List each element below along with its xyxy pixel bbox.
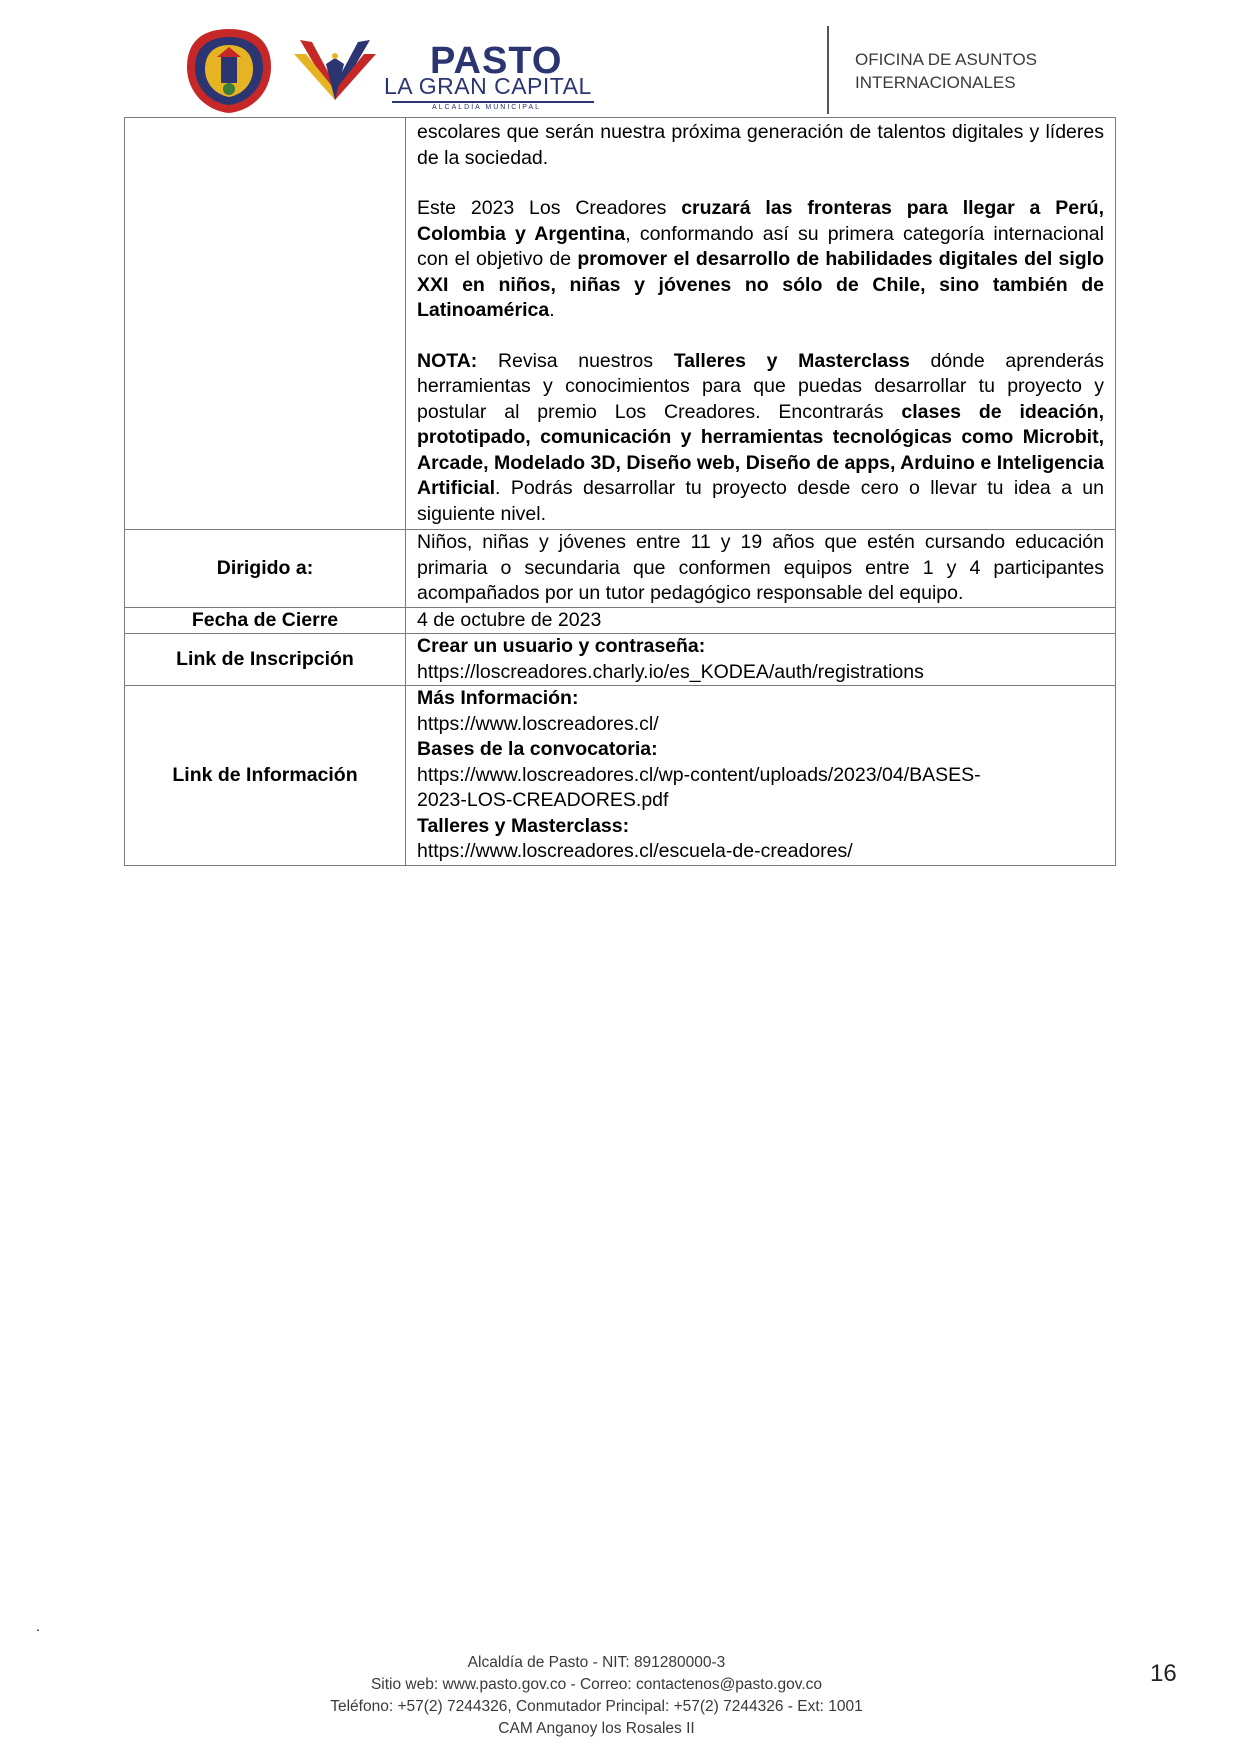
stray-dot: . [36,1618,40,1634]
info-heading-bases: Bases de la convocatoria: [417,738,658,760]
page-footer [0,1652,1241,1740]
office-line-1: OFICINA DE ASUNTOS [855,50,1038,69]
footer-line-3: Teléfono: +57(2) 7244326, Conmutador Principal: +57(2) 7244326 - Ext: 1001 [330,1698,863,1715]
info-link-main[interactable]: https://www.loscreadores.cl/ [417,712,659,735]
footer-line-1: Alcaldía de Pasto - NIT: 891280000-3 [467,1654,726,1671]
table-row-description [125,118,1116,530]
text-run: , conformando así su primera categoría internacional con el objetivo de [417,222,1104,270]
row-label-fecha: Fecha de Cierre [125,607,406,634]
header-divider [827,26,829,114]
link-part: 2023-LOS-CREADORES.pdf [417,789,669,811]
text-run: Este 2023 Los Creadores [417,197,682,219]
inscripcion-link[interactable]: https://loscreadores.charly.io/es_KODEA/auth/registrations [417,660,924,683]
row-label-empty [125,118,406,530]
call-info-table [124,117,1116,866]
footer-line-4: CAM Anganoy los Rosales II [498,1720,695,1737]
brand-small-caption: ALCALDÍA MUNICIPAL [432,104,542,111]
row-value-inscripcion [406,634,1116,686]
info-heading-talleres: Talleres y Masterclass: [417,814,630,837]
row-label-dirigido: Dirigido a: [125,530,406,608]
bold-text-run: cruzará las fronteras para llegar a Perú, Colombia y Argentina [417,197,1104,245]
text-run: dónde aprenderás herramientas y conocimientos para que puedas desarrollar tu proyecto y postular al premio Los Creadores. Encontrarás [417,349,1105,423]
description-paragraph-2 [417,196,1104,324]
bold-text-run: clases de ideación, prototipado, comunicación y herramientas tecnológicas como Microbit, Arcade, Modelado 3D, Diseño web, Diseño de apps, Arduino e Inteligencia Artificial [417,400,1104,499]
table-row-fecha [125,607,1116,634]
bold-text-run: promover el desarrollo de habilidades digitales del siglo XXI en niños, niñas y jóvenes no sólo de Chile, sino también de Latinoamérica [417,248,1104,321]
description-paragraph-3 [417,349,1104,528]
table-row-informacion [125,686,1116,866]
table-row-inscripcion [125,634,1116,686]
page-number: 16 [1150,1660,1177,1687]
info-heading-mas: Más Información: [417,687,579,709]
office-line-2: INTERNACIONALES [855,73,1016,92]
footer-line-2: Sitio web: www.pasto.gov.co - Correo: contactenos@pasto.gov.co [370,1676,823,1693]
brand-title: PASTO [430,40,563,82]
table-row-dirigido [125,530,1116,608]
text-run: . [549,299,555,321]
row-label-inscripcion: Link de Inscripción [125,634,406,686]
note-label: NOTA: [417,349,478,372]
row-value-dirigido: Niños, niñas y jóvenes entre 11 y 19 años que estén cursando educación primaria o secundaria que conformen equipos entre 1 y 4 participantes acompañados por un tutor pedagógico responsable del equipo. [406,530,1116,608]
office-name [855,48,1037,94]
pasto-bird-logo-icon [290,30,380,110]
inscripcion-heading: Crear un usuario y contraseña: [417,635,706,657]
description-paragraph-1: escolares que serán nuestra próxima generación de talentos digitales y líderes de la sociedad. [417,121,1104,169]
row-value-description [406,118,1116,530]
info-link-talleres[interactable]: https://www.loscreadores.cl/escuela-de-creadores/ [417,840,853,862]
text-run: Revisa nuestros [477,349,674,372]
info-link-bases[interactable] [417,763,1104,814]
link-part: https://www.loscreadores.cl/wp-content/uploads/2023/04/BASES- [417,763,981,786]
text-run: . Podrás desarrollar tu proyecto desde cero o llevar tu idea a un siguiente nivel. [417,477,1104,525]
row-value-informacion [406,686,1116,866]
page-header [0,0,1241,120]
row-value-fecha: 4 de octubre de 2023 [406,607,1116,634]
municipal-seal-icon [185,27,273,115]
bold-text-run: Talleres y Masterclass [673,349,910,372]
row-label-informacion: Link de Información [125,686,406,866]
brand-subtitle: LA GRAN CAPITAL [384,73,592,99]
brand-underline [392,101,594,103]
